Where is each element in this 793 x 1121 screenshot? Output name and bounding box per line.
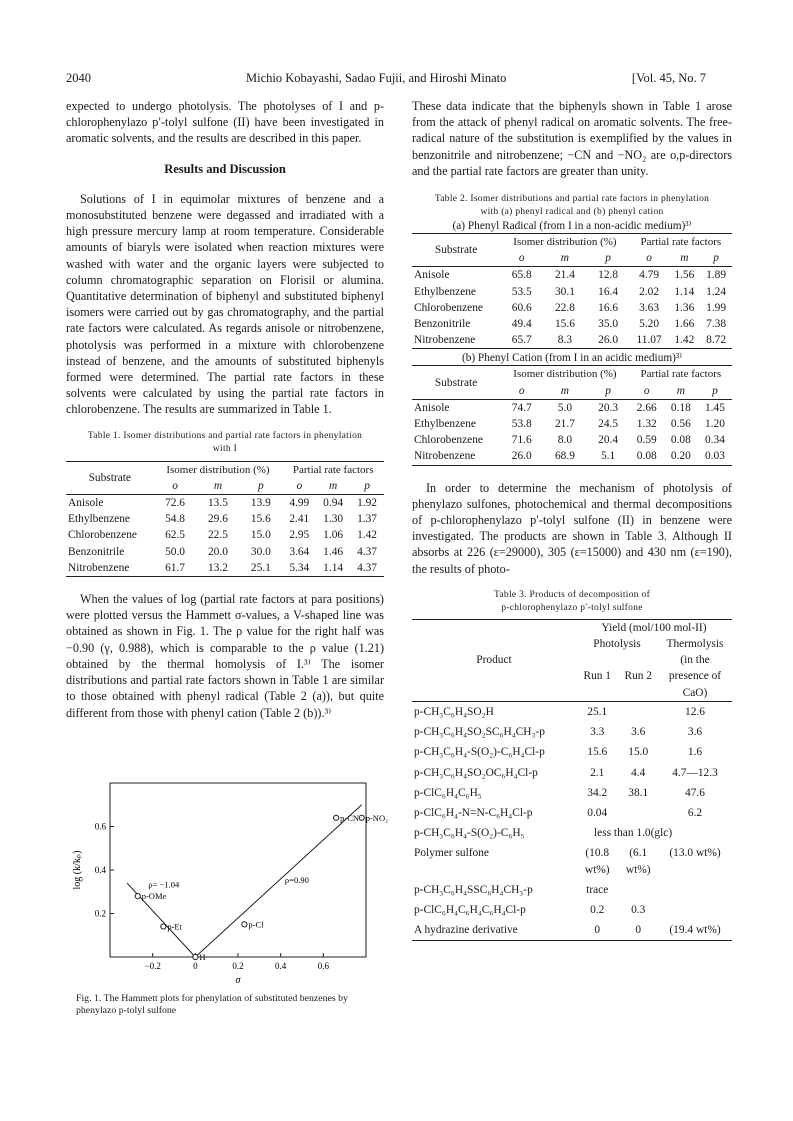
- table-row: [412, 332, 732, 349]
- value-cell: 68.9: [554, 450, 575, 463]
- value-cell: 1.92: [357, 497, 377, 510]
- value-cell: 5.0: [557, 401, 573, 414]
- table-2a-subtitle: (a) Phenyl Radical (from I in a non-acidic medium)³⁾: [452, 220, 692, 233]
- value-cell: 22.5: [207, 529, 228, 542]
- table-row: [412, 722, 732, 742]
- position-subheader: p: [712, 384, 718, 397]
- value-cell: 8.0: [557, 434, 573, 447]
- table-row: [66, 560, 384, 577]
- yield-cell: (19.4 wt%): [669, 924, 721, 937]
- x-axis-label: σ: [235, 975, 241, 986]
- value-cell: 2.66: [636, 401, 657, 414]
- table-row: [412, 742, 732, 762]
- value-cell: 1.66: [674, 318, 695, 331]
- yield-cell: [658, 900, 732, 920]
- substrate-cell: Anisole: [414, 269, 450, 282]
- position-subheader: p: [605, 384, 611, 397]
- table-row: [412, 823, 732, 843]
- value-cell: 7.38: [706, 318, 727, 331]
- substrate-cell: Nitrobenzene: [414, 450, 476, 463]
- table-row: [66, 544, 384, 560]
- value-cell: 0.34: [704, 434, 725, 447]
- value-cell: 49.4: [511, 318, 532, 331]
- value-cell: 1.42: [357, 529, 377, 542]
- value-cell: 30.0: [250, 545, 271, 558]
- substrate-cell: Benzonitrile: [68, 545, 125, 558]
- value-cell: 61.7: [165, 561, 185, 574]
- value-cell: 54.8: [165, 513, 185, 526]
- product-cell: A hydrazine derivative: [414, 924, 518, 937]
- value-cell: 1.20: [704, 418, 725, 431]
- table-header-product: Product: [476, 654, 512, 667]
- value-cell: 15.0: [250, 529, 271, 542]
- data-point: [135, 894, 140, 899]
- substrate-cell: Nitrobenzene: [414, 334, 476, 347]
- yield-cell: 3.6: [687, 726, 703, 739]
- value-cell: 1.32: [636, 418, 657, 431]
- table-row: [412, 448, 732, 465]
- value-cell: 24.5: [598, 418, 619, 431]
- table-row: [412, 701, 732, 722]
- table-row: [412, 416, 732, 432]
- table-3: [412, 589, 732, 941]
- value-cell: 4.37: [357, 545, 377, 558]
- yield-cell: [658, 880, 732, 900]
- data-point: [334, 815, 339, 820]
- value-cell: 1.30: [323, 513, 344, 526]
- figure-1: [66, 775, 389, 1015]
- yield-cell: 0.2: [590, 903, 605, 916]
- table-header-isomer: Isomer distribution (%): [166, 463, 270, 476]
- value-cell: 65.8: [511, 269, 532, 282]
- table-row: [412, 267, 732, 284]
- hammett-plot: [66, 775, 389, 990]
- value-cell: 20.3: [598, 401, 619, 414]
- table-row: [66, 527, 384, 543]
- product-cell: p-CH₃C₆H₄-S(O₂)-C₆H₄Cl-p: [414, 746, 545, 759]
- table-header-run2: Run 2: [624, 670, 652, 683]
- table-row: [412, 316, 732, 332]
- position-subheader: p: [605, 252, 611, 265]
- value-cell: 0.18: [670, 401, 691, 414]
- value-cell: 1.14: [323, 561, 344, 574]
- value-cell: 1.42: [674, 334, 695, 347]
- value-cell: 71.6: [511, 434, 532, 447]
- substrate-cell: Nitrobenzene: [68, 561, 130, 574]
- value-cell: 1.99: [706, 301, 727, 314]
- substrate-cell: Chlorobenzene: [68, 529, 137, 542]
- position-subheader: m: [560, 384, 570, 397]
- section-title: Results and Discussion: [164, 161, 286, 176]
- yield-cell: 0.3: [631, 903, 646, 916]
- value-cell: 1.24: [706, 285, 727, 298]
- yield-cell: 6.2: [687, 806, 703, 819]
- yield-cell: (10.8 wt%): [584, 847, 610, 876]
- position-subheader: o: [646, 252, 652, 265]
- value-cell: 16.4: [598, 285, 619, 298]
- substrate-cell: Benzonitrile: [414, 318, 471, 331]
- product-cell: p-ClC₆H₄-N=N-C₆H₄Cl-p: [414, 806, 533, 819]
- table-row: [412, 763, 732, 783]
- product-cell: p-CH₃C₆H₄SO₂SC₆H₄CH₃-p: [414, 726, 545, 739]
- yield-cell: 0: [635, 924, 642, 937]
- table-header-photolysis: Photolysis: [593, 638, 641, 651]
- table-header-prf: Partial rate factors: [640, 368, 722, 381]
- right-column: [412, 98, 732, 941]
- value-cell: 74.7: [511, 401, 532, 414]
- point-label: p-OMe: [141, 891, 167, 902]
- value-cell: 13.9: [250, 497, 271, 510]
- rho-left-label: ρ= −1.04: [148, 879, 180, 890]
- yield-cell: less than 1.0(glc): [594, 827, 673, 840]
- value-cell: 4.79: [639, 269, 660, 282]
- value-cell: 65.7: [511, 334, 532, 347]
- value-cell: 1.37: [357, 513, 377, 526]
- value-cell: 2.95: [289, 529, 310, 542]
- y-tick-label: 0.6: [94, 821, 106, 832]
- value-cell: 1.45: [704, 401, 725, 414]
- value-cell: 26.0: [598, 334, 619, 347]
- value-cell: 3.64: [289, 545, 310, 558]
- value-cell: 20.4: [598, 434, 619, 447]
- table-row: [412, 783, 732, 803]
- table-header-run1: Run 1: [583, 670, 611, 683]
- value-cell: 21.4: [554, 269, 575, 282]
- table-row: [412, 920, 732, 941]
- position-subheader: m: [329, 479, 338, 492]
- yield-cell: (6.1 wt%): [625, 847, 651, 876]
- running-header: [66, 71, 706, 91]
- yield-cell: [618, 880, 658, 900]
- value-cell: 1.06: [323, 529, 344, 542]
- data-point: [359, 815, 364, 820]
- product-cell: Polymer sulfone: [414, 847, 489, 860]
- intro-paragraph: expected to undergo photolysis. The photolyses of I and p-chlorophenylazo p′-tolyl sulfone (II) have been investigated in aromatic solvents, and the results are described in this paper.: [66, 99, 384, 146]
- value-cell: 60.6: [511, 301, 532, 314]
- table-header-prf: Partial rate factors: [640, 236, 722, 249]
- table-header-yield: Yield (mol/100 mol-II): [601, 621, 707, 634]
- page-number: 2040: [66, 71, 91, 85]
- x-tick-label: 0.4: [275, 961, 287, 971]
- authors: Michio Kobayashi, Sadao Fujii, and Hiroshi Minato: [246, 71, 507, 85]
- product-cell: p-CH₃C₆H₄SSC₆H₄CH₃-p: [414, 883, 533, 896]
- product-cell: p-CH₃C₆H₄SO₂OC₆H₄Cl-p: [414, 766, 538, 779]
- substrate-cell: Ethylbenzene: [68, 513, 130, 526]
- yield-cell: 4.7—12.3: [672, 766, 718, 779]
- value-cell: 5.34: [289, 561, 310, 574]
- table-header-substrate: Substrate: [434, 376, 478, 389]
- table-header-substrate: Substrate: [434, 244, 478, 257]
- position-subheader: m: [213, 479, 223, 492]
- table-header-isomer: Isomer distribution (%): [513, 368, 617, 381]
- substrate-cell: Anisole: [414, 401, 450, 414]
- yield-cell: 12.6: [685, 705, 705, 718]
- value-cell: 15.6: [250, 513, 271, 526]
- value-cell: 21.7: [554, 418, 575, 431]
- table-row: [412, 880, 732, 900]
- value-cell: 0.59: [636, 434, 657, 447]
- value-cell: 1.14: [674, 285, 695, 298]
- table-3-caption-line1: Table 3. Products of decomposition of: [493, 589, 651, 600]
- table-row: [412, 843, 732, 879]
- value-cell: 72.6: [165, 497, 185, 510]
- y-tick-label: 0.4: [94, 865, 106, 875]
- x-tick-label: −0.2: [144, 961, 161, 971]
- yield-cell: 4.4: [631, 766, 646, 779]
- table-3-caption-line2: p-chlorophenylazo p′-tolyl sulfone: [501, 602, 643, 613]
- position-subheader: o: [518, 252, 525, 265]
- table-2a-grid: [412, 233, 732, 349]
- position-subheader: m: [676, 384, 685, 397]
- value-cell: 13.5: [207, 497, 228, 510]
- value-cell: 5.1: [600, 450, 616, 463]
- product-cell: p-CH₃C₆H₄SO₂H: [414, 705, 494, 718]
- value-cell: 2.02: [639, 285, 660, 298]
- position-subheader: m: [560, 252, 570, 265]
- data-point: [193, 954, 198, 959]
- data-point: [161, 924, 166, 929]
- position-subheader: p: [713, 252, 719, 265]
- yield-cell: (13.0 wt%): [669, 847, 721, 860]
- x-tick-label: 0.6: [317, 961, 329, 971]
- value-cell: 0.56: [670, 418, 691, 431]
- value-cell: 3.63: [639, 301, 660, 314]
- position-subheader: p: [258, 479, 264, 492]
- volume: [Vol. 45, No. 7: [631, 71, 706, 85]
- yield-cell: [618, 803, 658, 823]
- point-label: H: [199, 952, 206, 962]
- value-cell: 4.37: [357, 561, 377, 574]
- y-axis-label: log (k/kₚ): [72, 850, 83, 890]
- table-2b-subtitle: (b) Phenyl Cation (from I in an acidic medium)³⁾: [461, 352, 683, 365]
- table-2: [412, 193, 732, 466]
- substrate-cell: Anisole: [68, 497, 104, 510]
- plot-frame: [110, 783, 366, 957]
- substrate-cell: Chlorobenzene: [414, 434, 483, 447]
- left-column: [66, 98, 384, 721]
- hammett-paragraph: When the values of log (partial rate factors at para positions) were plotted versus the Hammett σ-values, a V-shaped line was obtained as shown in Fig. 1. The ρ value for the right half was −0.90 (γ, 0.988), which is comparable to the ρ value (1.21) obtained by the thermal homolysis of I.³⁾ The isomer distributions and partial rate factors shown in Table 1 are similar to those obtained with phenyl radical (Table 2 (a)), but quite different from those with phenyl cation (Table 2 (b)).³⁾: [66, 592, 384, 720]
- yield-cell: 47.6: [685, 786, 705, 799]
- substrate-cell: Ethylbenzene: [414, 418, 476, 431]
- yield-cell: 38.1: [628, 786, 649, 799]
- table-2-caption: Table 2. Isomer distributions and partial rate factors in phenylation with (a) phenyl radical and (b) phenyl cation: [434, 194, 710, 218]
- yield-cell: 2.1: [590, 766, 605, 779]
- value-cell: 62.5: [165, 529, 185, 542]
- table-1-grid: [66, 461, 384, 577]
- yield-cell: 15.6: [587, 746, 608, 759]
- table-header-thermolysis: Thermolysis (in the presence of CaO): [666, 638, 724, 699]
- value-cell: 0.03: [704, 450, 725, 463]
- value-cell: 0.08: [636, 450, 657, 463]
- yield-cell: 15.0: [628, 746, 649, 759]
- table-header-prf: Partial rate factors: [292, 463, 374, 476]
- results-paragraph: Solutions of I in equimolar mixtures of benzene and a monosubstituted benzene were degassed and irradiated with a high pressure mercury lamp at room temperature. Considerable amounts of biaryls were isolated when reaction mixtures were washed with water and the organic layers were subjected to column chromatographic separation on Florisil or alumina. Quantitative determination of biphenyl and substituted biphenyl isomers were carried out by gas chromatography, and the partial rate factors were calculated. As regards anisole or nitrobenzene, photolysis was performed in a mixture with chlorobenzene instead of benzene, and the amounts of substituted biphenyls formed were determined. The partial rate factors in these solvents were calculated by using the partial rate factors in chlorobenzene. The results are summarized in Table 1.: [66, 191, 384, 417]
- position-subheader: o: [172, 479, 178, 492]
- value-cell: 16.6: [598, 301, 619, 314]
- value-cell: 0.94: [323, 497, 344, 510]
- value-cell: 15.6: [554, 318, 575, 331]
- value-cell: 35.0: [598, 318, 619, 331]
- value-cell: 11.07: [636, 334, 662, 347]
- point-label: p-NO₂: [365, 812, 389, 823]
- yield-cell: 3.3: [590, 726, 605, 739]
- table-row: [412, 284, 732, 300]
- data-indicate-paragraph: These data indicate that the biphenyls shown in Table 1 arose from the attack of phenyl radical on aromatic solvents. The free-radical nature of the substitution is exemplified by the values in benzonitrile and nitrobenzene; −CN and −NO₂ are o,p-directors and the partial rate factors are greater than unity.: [412, 99, 732, 178]
- table-row: [412, 432, 732, 448]
- product-cell: p-ClC₆H₄C₆H₅: [414, 786, 482, 799]
- mechanism-paragraph: In order to determine the mechanism of photolysis of phenylazo sulfones, photochemical and thermal decompositions of p-chlorophenylazo p′-tolyl sulfone (II) in benzene were investigated. The products are shown in Table 3. Although II absorbs at 226 (ε=29000), 305 (ε=15000) and 430 nm (ε=190), the results of photo-: [412, 480, 732, 576]
- yield-cell: 25.1: [587, 705, 608, 718]
- yield-cell: 1.6: [687, 746, 703, 759]
- value-cell: 12.8: [598, 269, 619, 282]
- value-cell: 0.20: [670, 450, 691, 463]
- value-cell: 13.2: [207, 561, 228, 574]
- value-cell: 1.56: [674, 269, 695, 282]
- table-row: [412, 399, 732, 416]
- substrate-cell: Ethylbenzene: [414, 285, 476, 298]
- value-cell: 8.72: [706, 334, 727, 347]
- value-cell: 30.1: [554, 285, 575, 298]
- yield-cell: 0: [594, 924, 601, 937]
- figure-1-caption: Fig. 1. The Hammett plots for phenylation of substituted benzenes by phenylazo p-tolyl sulfone: [76, 993, 348, 1016]
- substrate-cell: Chlorobenzene: [414, 301, 483, 314]
- table-row: [66, 511, 384, 527]
- value-cell: 29.6: [207, 513, 228, 526]
- yield-cell: 0.04: [587, 806, 608, 819]
- yield-cell: 3.6: [631, 726, 646, 739]
- value-cell: 8.3: [557, 334, 573, 347]
- table-header-isomer: Isomer distribution (%): [513, 236, 617, 249]
- value-cell: 2.41: [289, 513, 310, 526]
- yield-cell: trace: [586, 883, 609, 896]
- value-cell: 50.0: [165, 545, 185, 558]
- position-subheader: o: [643, 384, 650, 397]
- x-tick-label: 0: [193, 961, 198, 971]
- value-cell: 1.46: [323, 545, 344, 558]
- value-cell: 22.8: [554, 301, 575, 314]
- right-regression-line: [195, 805, 361, 957]
- table-row: [412, 900, 732, 920]
- product-cell: p-CH₃C₆H₄-S(O₂)-C₆H₅: [414, 827, 525, 840]
- yield-cell: 34.2: [587, 786, 608, 799]
- table-header-substrate: Substrate: [88, 471, 131, 484]
- value-cell: 5.20: [639, 318, 660, 331]
- value-cell: 20.0: [207, 545, 228, 558]
- value-cell: 1.36: [674, 301, 695, 314]
- rho-right-label: ρ=0.90: [284, 875, 309, 886]
- point-label: p-CN: [340, 812, 360, 823]
- data-point: [242, 922, 247, 927]
- position-subheader: o: [518, 384, 525, 397]
- table-3-grid: [412, 619, 732, 941]
- position-subheader: p: [364, 479, 370, 492]
- table-2b-grid: [412, 365, 732, 465]
- value-cell: 53.8: [511, 418, 532, 431]
- point-label: p-Et: [167, 921, 182, 932]
- value-cell: 0.08: [670, 434, 691, 447]
- table-1: [66, 430, 384, 577]
- value-cell: 53.5: [511, 285, 532, 298]
- value-cell: 25.1: [250, 561, 271, 574]
- value-cell: 4.99: [289, 497, 310, 510]
- position-subheader: m: [680, 252, 689, 265]
- value-cell: 1.89: [706, 269, 727, 282]
- table-row: [412, 803, 732, 823]
- y-tick-label: 0.2: [94, 908, 106, 919]
- table-row: [66, 495, 384, 512]
- product-cell: p-ClC₆H₄C₆H₄C₆H₄Cl-p: [414, 903, 526, 916]
- position-subheader: o: [296, 479, 303, 492]
- table-1-caption: Table 1. Isomer distributions and partial rate factors in phenylation with I: [87, 430, 363, 454]
- yield-cell: [618, 701, 658, 722]
- value-cell: 26.0: [511, 450, 532, 463]
- x-tick-label: 0.2: [232, 961, 244, 971]
- table-row: [412, 300, 732, 316]
- point-label: p-Cl: [248, 919, 264, 930]
